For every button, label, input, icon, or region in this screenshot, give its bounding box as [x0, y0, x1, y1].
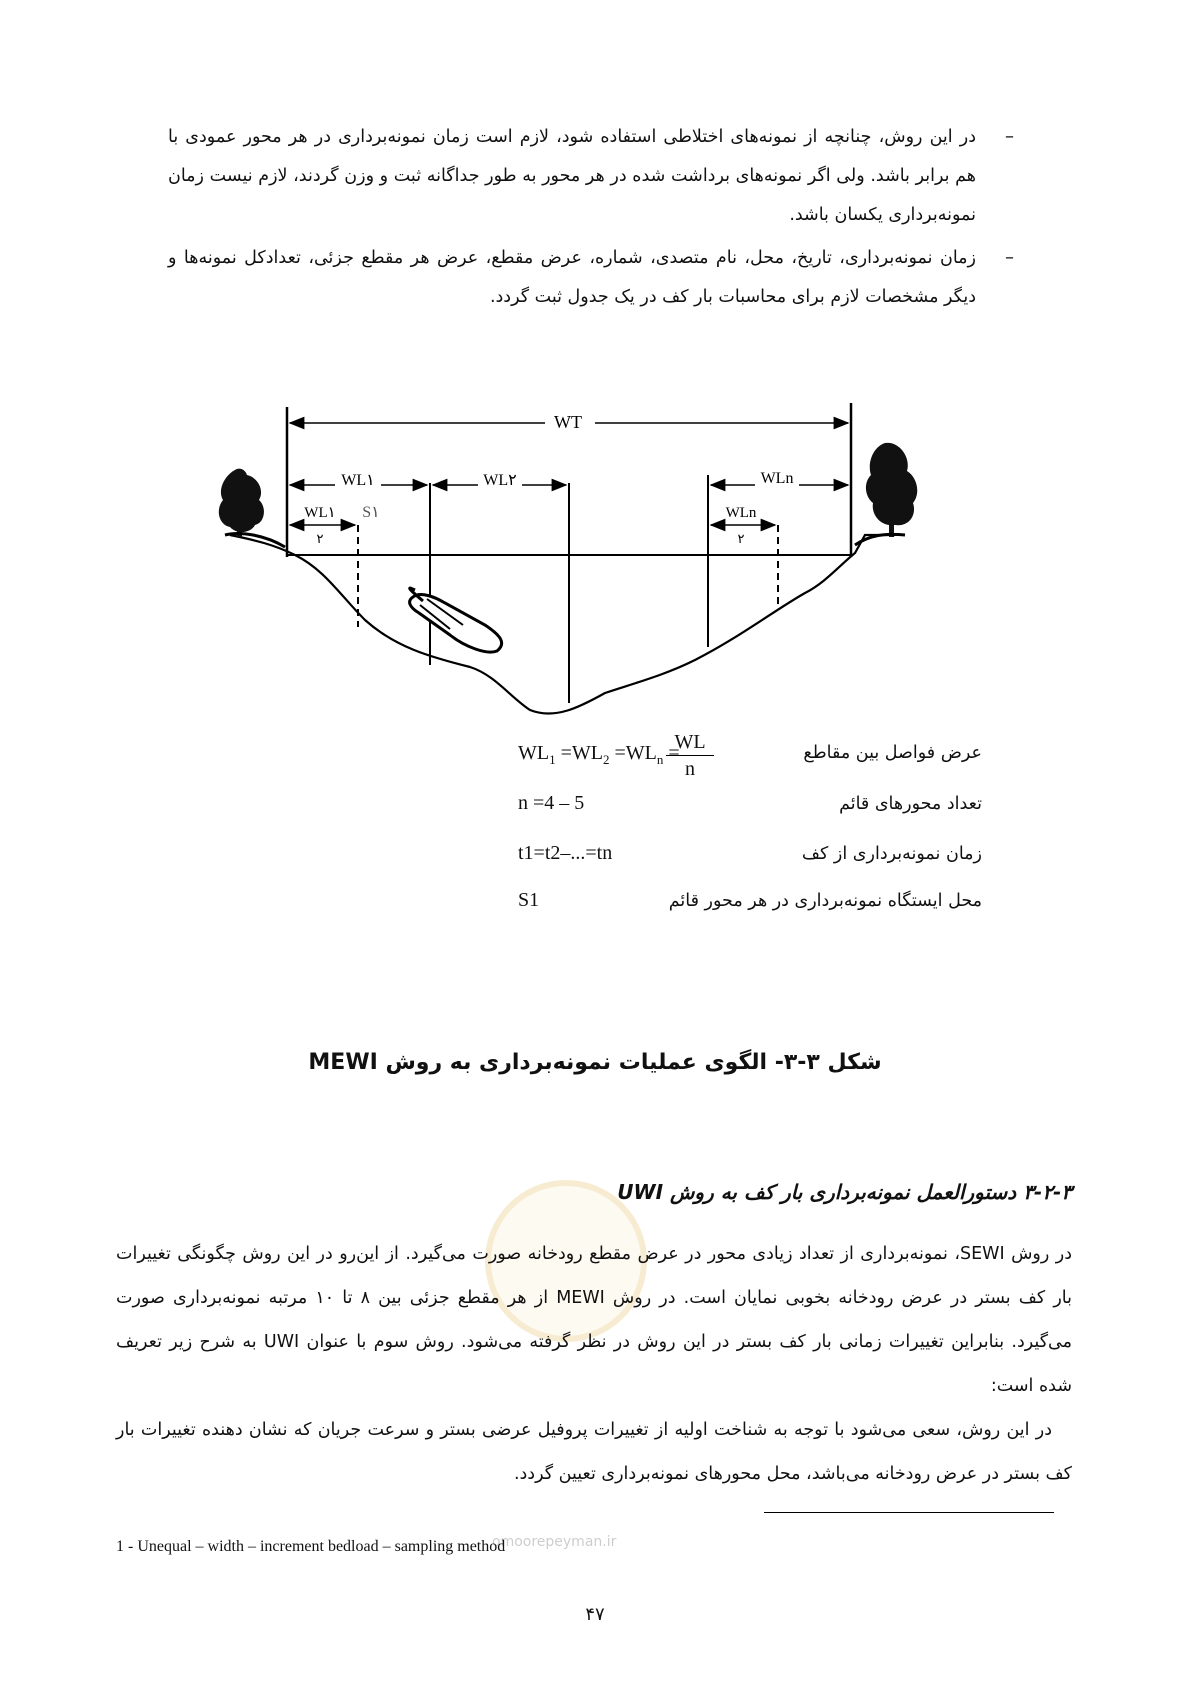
- legend-label-1: عرض فواصل بین مقاطع: [803, 743, 982, 763]
- legend-formula-4: S1: [518, 889, 540, 911]
- legend-formula-1: $WL_1 =WL_2 =WL_n$ =: [518, 742, 680, 767]
- paragraph-2: در این روش، سعی می‌شود با توجه به شناخت اولیه از تغییرات پروفیل عرضی بستر و سرعت جریان که نشان دهنده تغییرات بار کف بستر در عرض رودخانه می‌باشد، محل محورهای نمونه‌برداری تعیین گردد.: [116, 1420, 1072, 1484]
- wt-label: WT: [554, 412, 582, 432]
- legend-formula-3: t1=t2–...=tn: [518, 842, 613, 864]
- paragraph-1: در روش SEWI، نمونه‌برداری از تعداد زیادی محور در عرض مقطع رودخانه صورت می‌گیرد. از این‌رو در این روش چگونگی تغییرات بار کف بستر در عرض رودخانه بخوبی نمایان است. در روش MEWI از هر مقطع جزئی بین ۸ تا ۱۰ مرتبه نمونه‌برداری صورت می‌گیرد. بنابراین تغییرات زمانی بار کف بستر در این روش در نظر گرفته می‌شود. روش سوم با عنوان UWI به شرح زیر تعریف شده است:: [116, 1244, 1073, 1396]
- svg-text:۲: ۲: [316, 532, 324, 547]
- section-heading: ۳-۲-۳ دستورالعمل نمونه‌برداری بار کف به روش UWI: [617, 1180, 1072, 1204]
- tree-right-icon: [855, 443, 917, 545]
- bullet-dash: –: [1005, 247, 1014, 268]
- page-number: ۴۷: [585, 1604, 605, 1625]
- wln-label: WLn: [760, 470, 794, 487]
- legend-label-3: زمان نمونه‌برداری از کف: [801, 844, 982, 864]
- figure-caption: شکل ۳-۳- الگوی عملیات نمونه‌برداری به روش MEWI: [308, 1050, 882, 1075]
- wl1-half-label: WL۱: [304, 505, 336, 521]
- wln-half-label: WLn: [725, 505, 757, 521]
- bullet-2: زمان نمونه‌برداری، تاریخ، محل، نام متصدی، شماره، عرض مقطع، عرض هر مقطع جزئی، تعدادکل نمونه‌ها و دیگر مشخصات لازم برای محاسبات بار کف در یک جدول ثبت گردد.: [168, 248, 976, 307]
- riverbed-profile: [230, 535, 895, 714]
- legend-label-2: تعداد محورهای قائم: [839, 794, 982, 814]
- legend-formula-2: n =4 – 5: [518, 792, 585, 814]
- bedload-sampler-icon: [410, 588, 502, 652]
- svg-text:۲: ۲: [737, 532, 745, 547]
- bullet-1: در این روش، چنانچه از نمونه‌های اختلاطی استفاده شود، لازم است زمان نمونه‌برداری در هر محور عمودی با هم برابر باشد. ولی اگر نمونه‌های برداشت شده در هر محور به طور جداگانه ثبت و وزن گردند، لازم نیست زمان نمونه‌برداری یکسان باشد.: [168, 127, 976, 225]
- river-cross-section-figure: [195, 385, 940, 730]
- wl1-label: WL۱: [341, 472, 375, 489]
- footnote-rule: [764, 1512, 1054, 1513]
- s1-station-label: S۱: [362, 504, 380, 521]
- legend-label-4: محل ایستگاه نمونه‌برداری در هر محور قائم: [668, 891, 982, 911]
- tree-left-icon: [219, 469, 285, 547]
- watermark-text: omoorepeyman.ir: [492, 1534, 617, 1550]
- wl2-label: WL۲: [483, 472, 517, 489]
- footnote: 1 - Unequal – width – increment bedload – sampling method: [116, 1538, 506, 1555]
- bullet-dash: –: [1005, 126, 1014, 147]
- legend-fraction: WL n: [666, 729, 714, 782]
